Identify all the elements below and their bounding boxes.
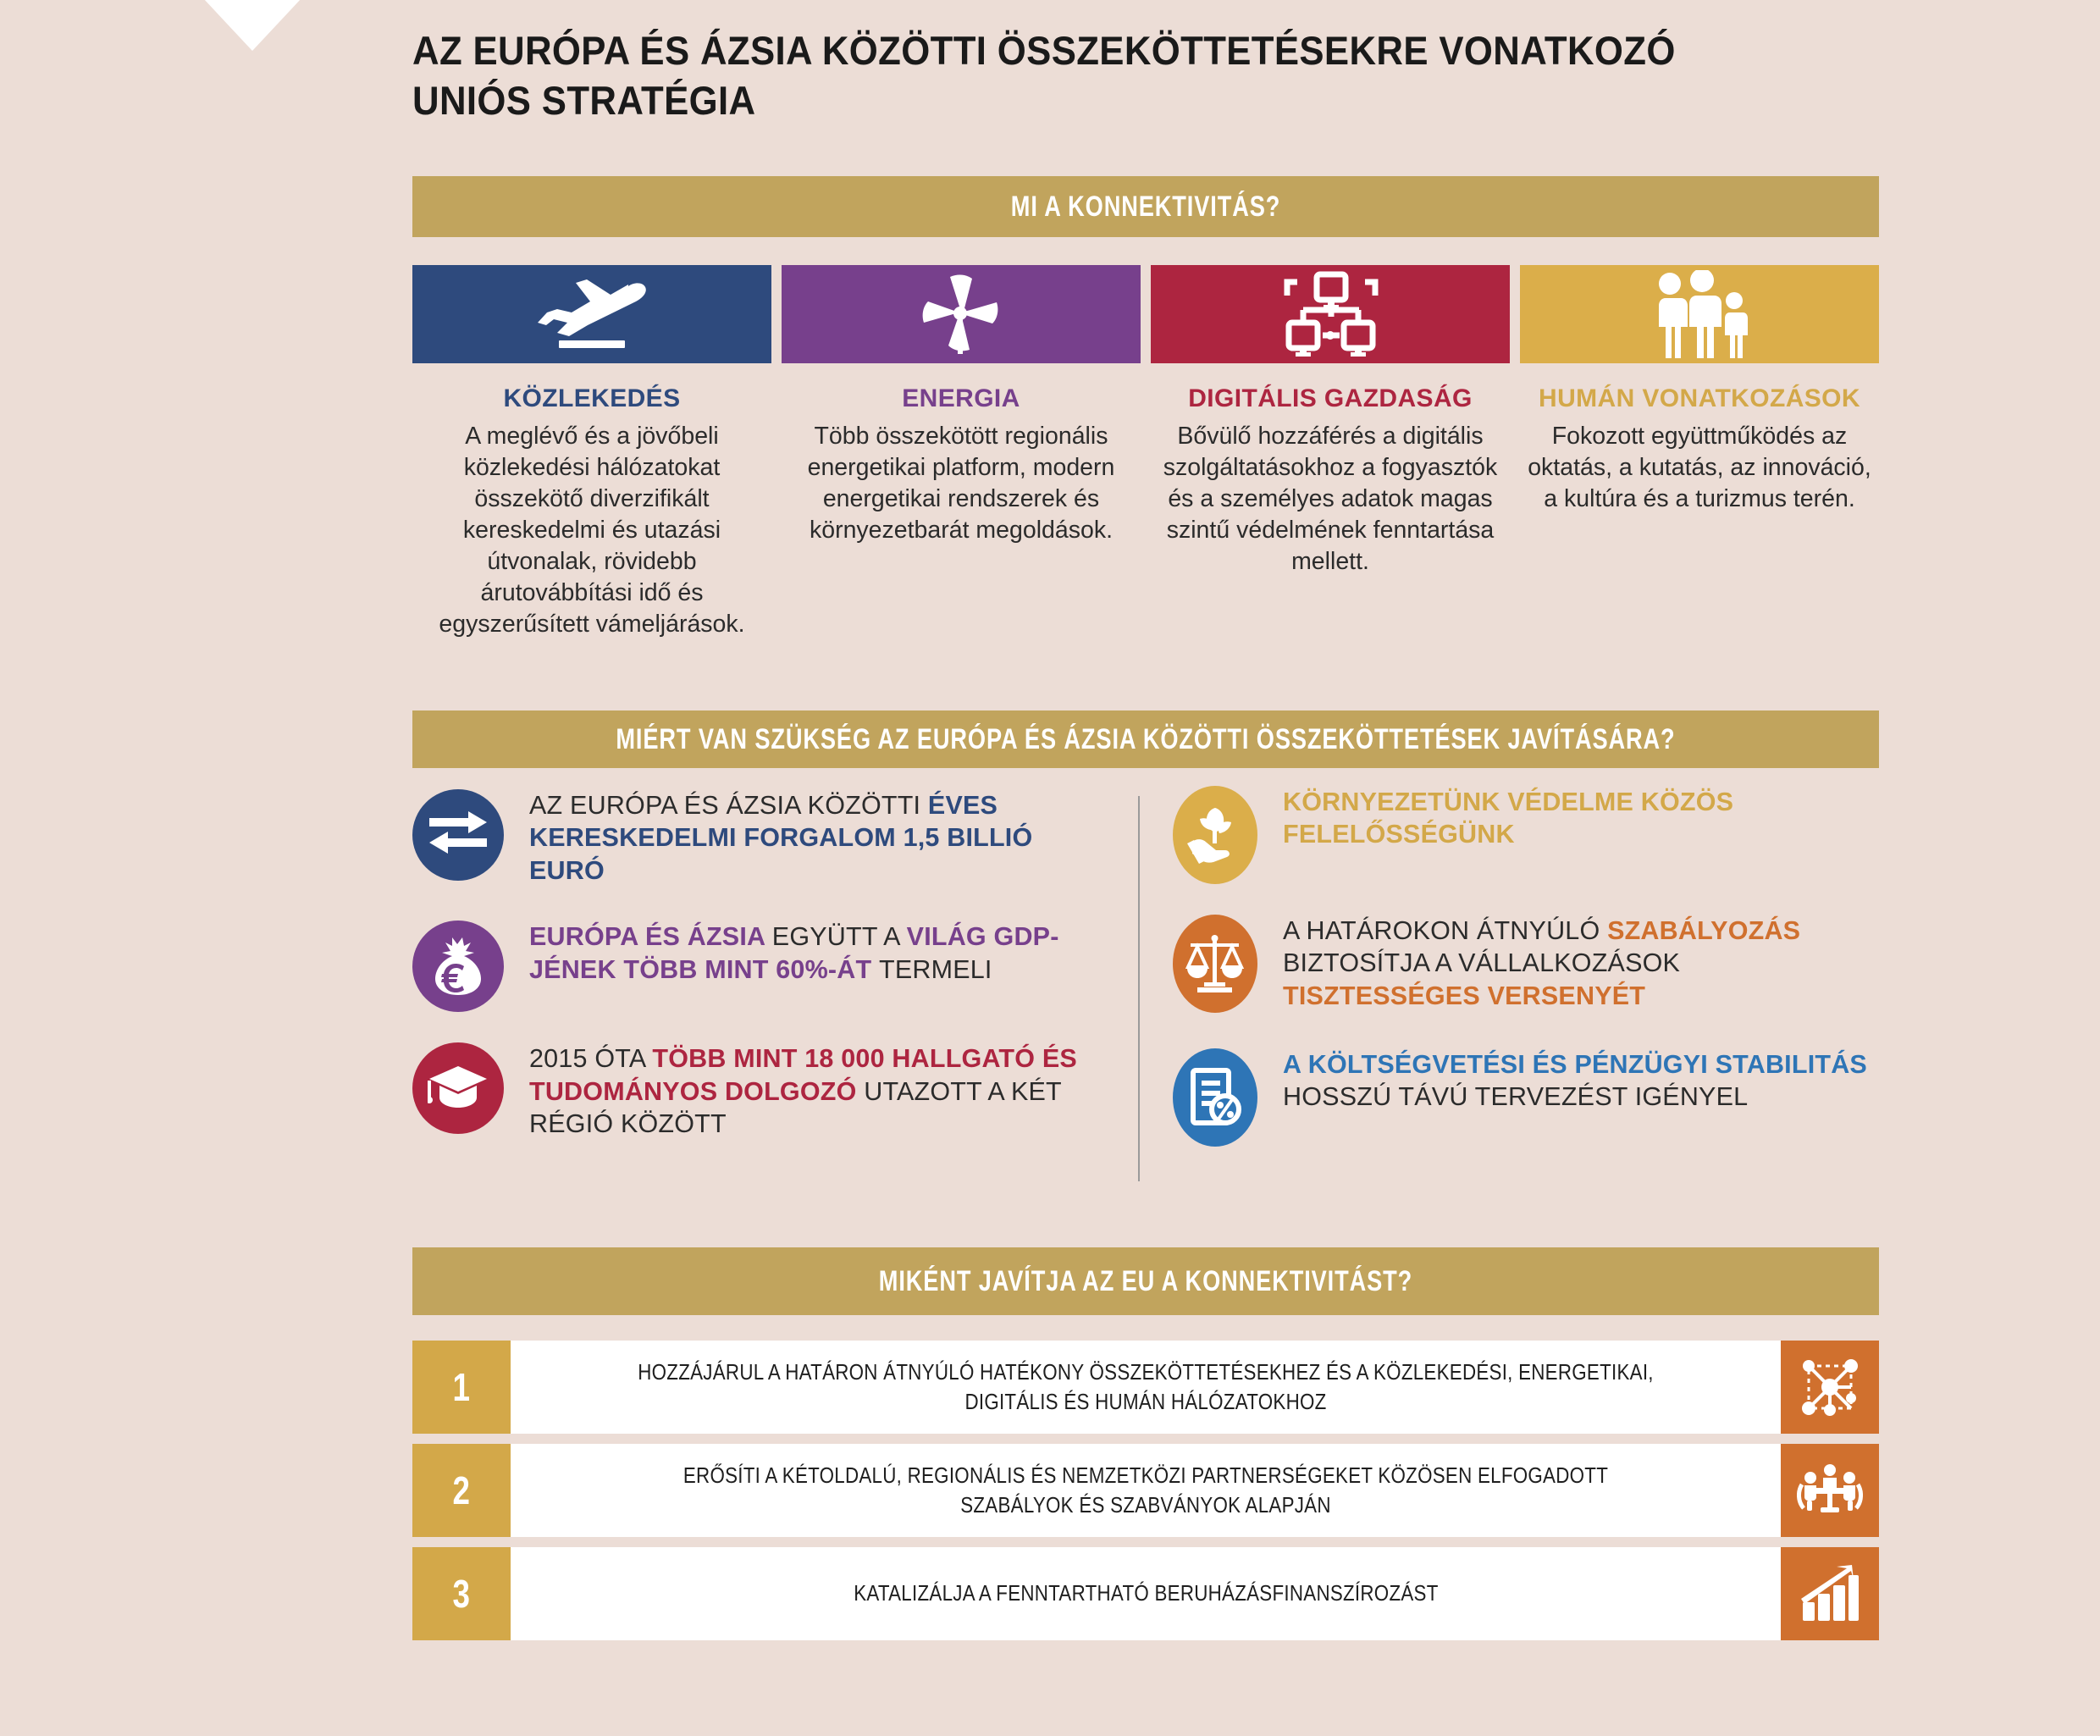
scales-justice-icon (1185, 933, 1245, 994)
section-heading-how (412, 1247, 1879, 1315)
why-text-fiscal: A KÖLTSÉGVETÉSI ÉS PÉNZÜGYI STABILITÁS HOSSZÚ TÁVÚ TERVEZÉST IGÉNYEL (1283, 1050, 1867, 1112)
why-text-gdp: EURÓPA ÉS ÁZSIA EGYÜTT A VILÁG GDP-JÉNEK TÖBB MINT 60%-ÁT TERMELI (529, 922, 1059, 984)
why-right-column (1173, 786, 1879, 1147)
card-title-human: HUMÁN VONATKOZÁSOK (1539, 384, 1860, 412)
graduation-cap-icon (428, 1064, 489, 1112)
category-card-human (1520, 265, 1879, 515)
why-item-trade (412, 789, 1107, 887)
card-title-energy: ENERGIA (902, 384, 1020, 412)
card-icon-box-human (1520, 265, 1879, 363)
airplane-takeoff-icon (528, 278, 655, 351)
how-row-number-3 (412, 1547, 511, 1640)
how-row-text-3 (511, 1547, 1781, 1640)
section-heading-why-label: MIÉRT VAN SZÜKSÉG AZ EURÓPA ÉS ÁZSIA KÖZÖTTI ÖSSZEKÖTTETÉSEK JAVÍTÁSÁRA? (616, 722, 1676, 755)
page-title: AZ EURÓPA ÉS ÁZSIA KÖZÖTTI ÖSSZEKÖTTETÉSEKRE VONATKOZÓ UNIÓS STRATÉGIA (412, 28, 1676, 124)
how-row-2 (412, 1444, 1879, 1537)
card-body-human: Fokozott együttműködés az oktatás, a kutatás, az innováció, a kultúra és a turizmus terén. (1528, 422, 1871, 512)
why-badge-students (412, 1042, 504, 1134)
how-row-icon-box-3 (1781, 1547, 1879, 1640)
how-row-text-2 (511, 1444, 1781, 1537)
how-row-1 (412, 1341, 1879, 1434)
why-text-regulation: A HATÁROKON ÁTNYÚLÓ SZABÁLYOZÁS BIZTOSÍTJA A VÁLLALKOZÁSOK TISZTESSÉGES VERSENYÉT (1283, 916, 1801, 1010)
why-badge-regulation (1173, 915, 1257, 1013)
how-row-icon-box-1 (1781, 1341, 1879, 1434)
why-text-trade: AZ EURÓPA ÉS ÁZSIA KÖZÖTTI ÉVES KERESKEDELMI FORGALOM 1,5 BILLIÓ EURÓ (529, 791, 1033, 885)
card-icon-box-transport (412, 265, 771, 363)
how-row-number-2 (412, 1444, 511, 1537)
document-percent-icon (1188, 1067, 1242, 1128)
computer-network-icon (1277, 270, 1384, 358)
card-body-digital: Bővülő hozzáférés a digitális szolgáltatásokhoz a fogyasztók és a személyes adatok magas szintű védelmének fenntartása mellett. (1163, 422, 1498, 575)
card-body-transport: A meglévő és a jövőbeli közlekedési hálózatokat összekötő diverzifikált kereskedelmi és utazási útvonalak, rövidebb árutovábbítási idő és egyszerűsített vámeljárások. (439, 422, 745, 638)
meeting-table-icon (1797, 1464, 1863, 1517)
why-column-divider (1138, 796, 1140, 1181)
corner-chevron-decoration (203, 0, 301, 51)
how-row-number-label-1: 1 (452, 1365, 471, 1409)
why-item-gdp (412, 921, 1107, 1012)
card-title-digital: DIGITÁLIS GAZDASÁG (1188, 384, 1473, 412)
category-card-digital (1151, 265, 1510, 578)
why-item-fiscal (1173, 1048, 1879, 1147)
how-row-text-label-3: KATALIZÁLJA A FENNTARTHATÓ BERUHÁZÁSFINANSZÍROZÁST (853, 1580, 1439, 1606)
wind-turbine-icon (916, 272, 1006, 357)
growth-chart-icon (1799, 1565, 1860, 1623)
why-text-students: 2015 ÓTA TÖBB MINT 18 000 HALLGATÓ ÉS TUDOMÁNYOS DOLGOZÓ UTAZOTT A KÉT RÉGIÓ KÖZÖTT (529, 1044, 1077, 1139)
hand-plant-icon (1187, 804, 1243, 865)
section-heading-what (412, 176, 1879, 237)
why-left-column (412, 786, 1107, 1141)
why-item-environment (1173, 786, 1879, 884)
how-row-text-1 (511, 1341, 1781, 1434)
network-nodes-icon (1799, 1356, 1861, 1418)
why-badge-gdp (412, 921, 504, 1012)
how-row-3 (412, 1547, 1879, 1640)
why-item-students (412, 1042, 1107, 1140)
how-row-text-label-2: ERŐSÍTI A KÉTOLDALÚ, REGIONÁLIS ÉS NEMZETKÖZI PARTNERSÉGEKET KÖZÖSEN ELFOGADOTT SZABÁLYOK ÉS SZABVÁNYOK ALAPJÁN (682, 1462, 1609, 1518)
category-card-transport (412, 265, 771, 640)
exchange-arrows-icon (429, 811, 487, 859)
section-heading-why (412, 710, 1879, 768)
money-bag-euro-icon (432, 937, 484, 995)
why-badge-fiscal (1173, 1048, 1257, 1147)
why-section (412, 786, 1879, 1192)
why-badge-trade (412, 789, 504, 881)
how-row-number-label-2: 2 (452, 1468, 471, 1512)
family-people-icon (1648, 270, 1751, 358)
how-row-icon-box-2 (1781, 1444, 1879, 1537)
section-heading-how-label: MIKÉNT JAVÍTJA AZ EU A KONNEKTIVITÁST? (878, 1264, 1413, 1297)
section-heading-what-label: MI A KONNEKTIVITÁS? (1010, 190, 1281, 223)
how-row-number-1 (412, 1341, 511, 1434)
how-row-number-label-3: 3 (452, 1572, 471, 1616)
card-title-transport: KÖZLEKEDÉS (503, 384, 681, 412)
how-row-text-label-1: HOZZÁJÁRUL A HATÁRON ÁTNYÚLÓ HATÉKONY ÖSSZEKÖTTETÉSEKHEZ ÉS A KÖZLEKEDÉSI, ENERGETIKAI, DIGITÁLIS ÉS HUMÁN HÁLÓZATOKHOZ (638, 1358, 1654, 1414)
category-card-energy (782, 265, 1141, 546)
why-badge-environment (1173, 786, 1257, 884)
why-item-regulation (1173, 915, 1879, 1013)
card-icon-box-digital (1151, 265, 1510, 363)
how-row-list (412, 1341, 1879, 1650)
card-body-energy: Több összekötött regionális energetikai platform, modern energetikai rendszerek és környezetbarát megoldások. (807, 422, 1115, 544)
card-icon-box-energy (782, 265, 1141, 363)
why-text-environment: KÖRNYEZETÜNK VÉDELME KÖZÖS FELELŐSSÉGÜNK (1283, 788, 1734, 849)
